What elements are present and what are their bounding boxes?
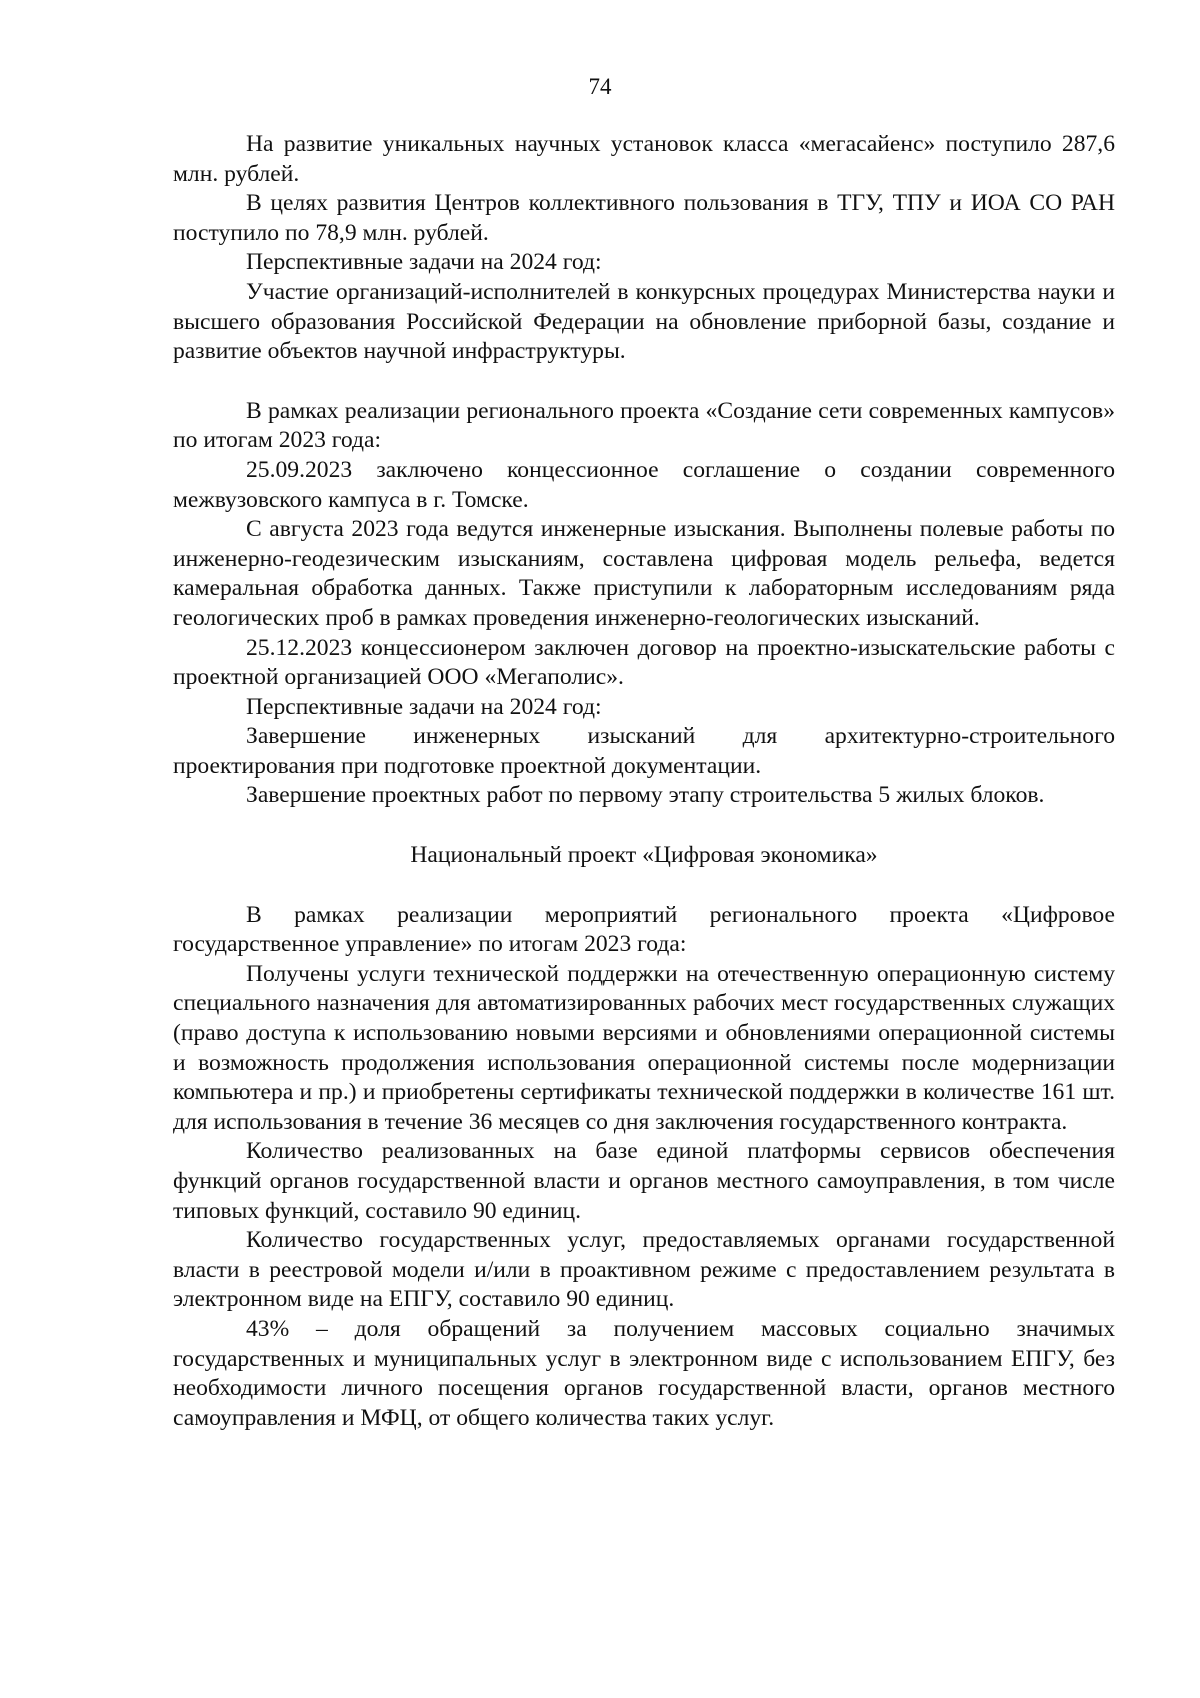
- paragraph-campus-project: В рамках реализации регионального проекта «Создание сети современных кампусов» по итогам 2023 года:: [173, 397, 1115, 454]
- paragraph-ministry-competitions: Участие организаций-исполнителей в конкурсных процедурах Министерства науки и высшего образования Российской Федерации на обновление приборной базы, создание и развитие объектов научной инфраструктуры.: [173, 278, 1115, 365]
- paragraph-spacer: [173, 811, 1115, 841]
- document-body: [173, 130, 1115, 1433]
- paragraph-prospective-tasks-heading: Перспективные задачи на 2024 год:: [246, 249, 602, 276]
- paragraph-spacer: [173, 871, 1115, 901]
- page-number: 74: [588, 74, 612, 99]
- paragraph-concession-agreement: 25.09.2023 заключено концессионное соглашение о создании современного межвузовского кампуса в г. Томске.: [173, 456, 1115, 513]
- paragraph-design-works-completion: Завершение проектных работ по первому этапу строительства 5 жилых блоков.: [246, 782, 1045, 809]
- paragraph-public-services: Количество государственных услуг, предоставляемых органами государственной власти в реестровой модели и/или в проактивном режиме с предоставлением результата в электронном виде на ЕПГУ, составило 90 единиц.: [173, 1227, 1115, 1313]
- paragraph-collective-use-centers: В целях развития Центров коллективного пользования в ТГУ, ТПУ и ИОА СО РАН поступило по 78,9 млн. рублей.: [173, 190, 1115, 246]
- paragraph-technical-support: Получены услуги технической поддержки на отечественную операционную систему специального назначения для автоматизированных рабочих мест государственных служащих (право доступа к использованию новыми версиями и обновлениями операционной системы и возможность продолжения использования операционной системы после модернизации компьютера и пр.) и приобретены сертификаты технической поддержки в количестве 161 шт. для использования в течение 36 месяцев со дня заключения государственного контракта.: [173, 960, 1115, 1135]
- section-heading: Национальный проект «Цифровая экономика»: [410, 842, 878, 869]
- paragraph-epgu-share: 43% – доля обращений за получением массовых социально значимых государственных и муниципальных услуг в электронном виде с использованием ЕПГУ, без необходимости личного посещения органов государственной власти, органов местного самоуправления и МФЦ, от общего количества таких услуг.: [173, 1315, 1115, 1431]
- paragraph-megascience-funding: На развитие уникальных научных установок класса «мегасайенс» поступило 287,6 млн. рублей.: [173, 131, 1115, 187]
- paragraph-prospective-tasks-heading: Перспективные задачи на 2024 год:: [246, 693, 602, 720]
- paragraph-spacer: [173, 367, 1115, 397]
- paragraph-surveys-completion: Завершение инженерных изысканий для архитектурно-строительного проектирования при подготовке проектной документации.: [173, 723, 1115, 779]
- paragraph-digital-governance-project: В рамках реализации мероприятий регионального проекта «Цифровое государственное управление» по итогам 2023 года:: [173, 901, 1115, 958]
- paragraph-platform-services: Количество реализованных на базе единой платформы сервисов обеспечения функций органов государственной власти и органов местного самоуправления, в том числе типовых функций, составило 90 единиц.: [173, 1138, 1115, 1224]
- paragraph-engineering-surveys: С августа 2023 года ведутся инженерные изыскания. Выполнены полевые работы по инженерно-геодезическим изысканиям, составлена цифровая модель рельефа, ведется камеральная обработка данных. Также приступили к лабораторным исследованиям ряда геологических проб в рамках проведения инженерно-геологических изысканий.: [173, 516, 1115, 631]
- paragraph-design-contract: 25.12.2023 концессионером заключен договор на проектно-изыскательские работы с проектной организацией ООО «Мегаполис».: [173, 634, 1115, 691]
